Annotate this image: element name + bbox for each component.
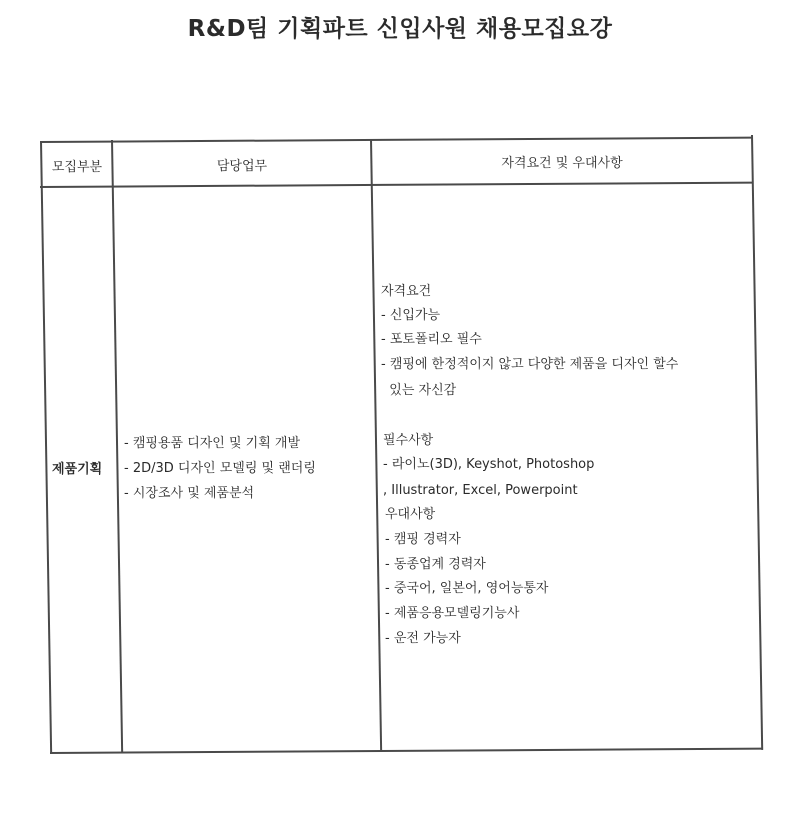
table-border-header-bottom [40, 182, 753, 188]
table-border-bottom [50, 748, 763, 754]
preferred-heading: 우대사항 [385, 507, 436, 522]
qualification-item: - 포토폴리오 필수 [381, 332, 482, 347]
preferred-item: - 캠핑 경력자 [385, 532, 461, 547]
qualification-item: 있는 자신감 [381, 383, 457, 398]
header-qualifications: 자격요건 및 우대사항 [501, 156, 623, 171]
table-border-right [751, 135, 763, 750]
required-heading: 필수사항 [383, 433, 434, 448]
preferred-item: - 중국어, 일본어, 영어능통자 [385, 581, 549, 596]
qualifications-heading: 자격요건 [381, 284, 432, 299]
table-divider-2 [370, 139, 382, 751]
required-item: - 라이노(3D), Keyshot, Photoshop [383, 457, 595, 472]
header-department: 모집부분 [51, 160, 103, 175]
table-divider-1 [111, 140, 123, 753]
page-title: R&D팀 기획파트 신입사원 채용모집요강 [187, 16, 613, 42]
department-cell: 제품기획 [52, 462, 103, 477]
duty-item: - 2D/3D 디자인 모델링 및 랜더링 [124, 461, 316, 476]
duty-item: - 캠핑용품 디자인 및 기획 개발 [124, 436, 301, 451]
duty-item: - 시장조사 및 제품분석 [124, 486, 255, 501]
header-duties: 담당업무 [216, 159, 268, 174]
required-item: , Illustrator, Excel, Powerpoint [383, 483, 578, 498]
qualification-item: - 캠핑에 한정적이지 않고 다양한 제품을 디자인 할수 [381, 357, 679, 372]
preferred-item: - 운전 가능자 [385, 631, 461, 646]
qualification-item: - 신입가능 [381, 308, 441, 323]
preferred-item: - 제품응용모델링기능사 [385, 606, 520, 621]
table-border-top [40, 137, 752, 143]
table-border-left [40, 141, 52, 753]
preferred-item: - 동종업계 경력자 [385, 557, 486, 572]
